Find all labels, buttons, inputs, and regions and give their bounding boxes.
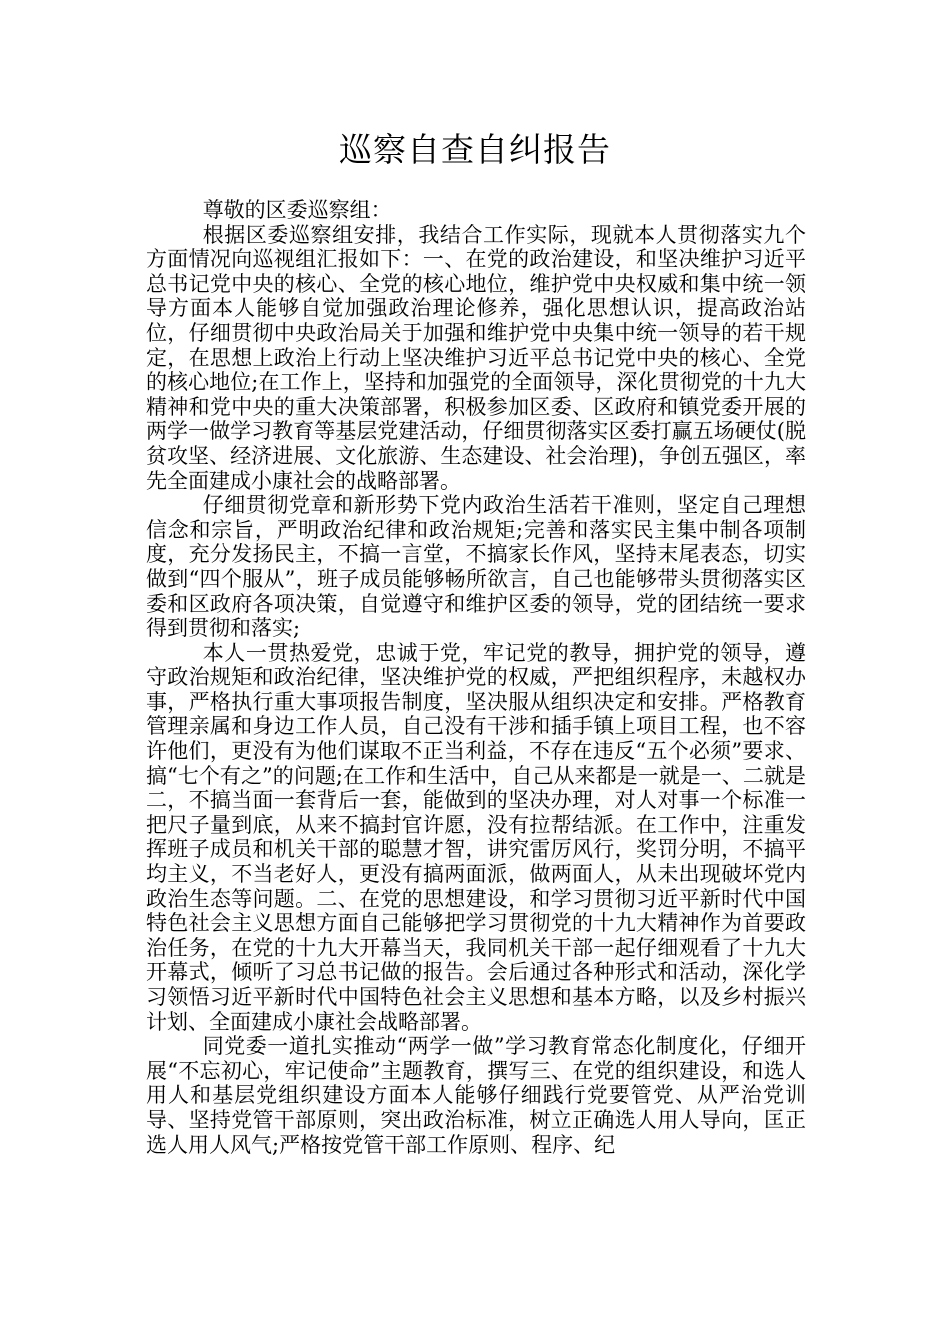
paragraph-4: 同党委一道扎实推动“两学一做”学习教育常态化制度化，仔细开展“不忘初心，牢记使命”主题教育，撰写三、在党的组织建设，和选人用人和基层党组织建设方面本人能够仔细践行党要管党、从严治党训导、坚持党管干部原则，突出政治标准，树立正确选人用人导向，匡正选人用人风气;严格按党管干部工作原则、程序、纪 xyxy=(146,1034,806,1157)
document-body xyxy=(146,198,806,1157)
paragraph-3: 本人一贯热爱党，忠诚于党，牢记党的教导，拥护党的领导，遵守政治规矩和政治纪律，坚决维护党的权威，严把组织程序，未越权办事，严格执行重大事项报告制度，坚决服从组织决定和安排。严格教育管理亲属和身边工作人员，自己没有干涉和插手镇上项目工程，也不容许他们，更没有为他们谋取不正当利益，不存在违反“五个必须”要求、搞“七个有之”的问题;在工作和生活中，自己从来都是一就是一、二就是二，不搞当面一套背后一套，能做到的坚决办理，对人对事一个标准一把尺子量到底，从来不搞封官许愿，没有拉帮结派。在工作中，注重发挥班子成员和机关干部的聪慧才智，讲究雷厉风行，奖罚分明，不搞平均主义，不当老好人，更没有搞两面派，做两面人，从未出现破坏党内政治生态等问题。二、在党的思想建设，和学习贯彻习近平新时代中国特色社会主义思想方面自己能够把学习贯彻党的十九大精神作为首要政治任务，在党的十九大开幕当天，我同机关干部一起仔细观看了十九大开幕式，倾听了习总书记做的报告。会后通过各种形式和活动，深化学习领悟习近平新时代中国特色社会主义思想和基本方略，以及乡村振兴计划、全面建成小康社会战略部署。 xyxy=(146,640,806,1034)
paragraph-1: 根据区委巡察组安排，我结合工作实际，现就本人贯彻落实九个方面情况向巡视组汇报如下：一、在党的政治建设，和坚决维护习近平总书记党中央的核心、全党的核心地位，维护党中央权威和集中统一领导方面本人能够自觉加强政治理论修养，强化思想认识，提高政治站位，仔细贯彻中央政治局关于加强和维护党中央集中统一领导的若干规定，在思想上政治上行动上坚决维护习近平总书记党中央的核心、全党的核心地位;在工作上，坚持和加强党的全面领导，深化贯彻党的十九大精神和党中央的重大决策部署，积极参加区委、区政府和镇党委开展的两学一做学习教育等基层党建活动，仔细贯彻落实区委打赢五场硬仗(脱贫攻坚、经济进展、文化旅游、生态建设、社会治理)，争创五强区，率先全面建成小康社会的战略部署。 xyxy=(146,222,806,493)
document-title: 巡察自查自纠报告 xyxy=(339,130,611,169)
paragraph-2: 仔细贯彻党章和新形势下党内政治生活若干准则，坚定自己理想信念和宗旨，严明政治纪律和政治规矩;完善和落实民主集中制各项制度，充分发扬民主，不搞一言堂，不搞家长作风，坚持末尾表态，切实做到“四个服从”，班子成员能够畅所欲言，自己也能够带头贯彻落实区委和区政府各项决策，自觉遵守和维护区委的领导，党的团结统一要求得到贯彻和落实; xyxy=(146,493,806,641)
salutation: 尊敬的区委巡察组： xyxy=(202,198,392,222)
